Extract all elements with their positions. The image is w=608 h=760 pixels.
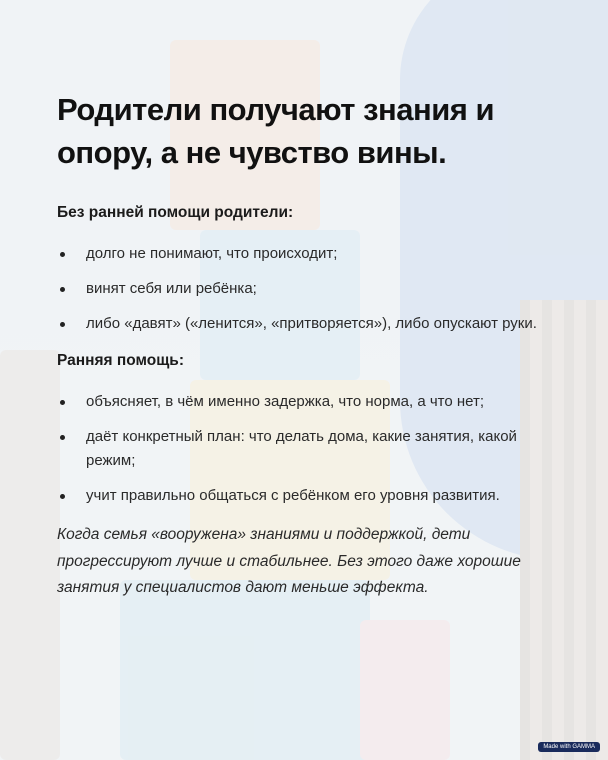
bullet-icon [60,435,65,440]
bullet-icon [60,287,65,292]
list-item-text: винят себя или ребёнка; [86,280,257,297]
bullet-icon [60,322,65,327]
list-item [57,312,553,336]
list-item [57,242,553,266]
card-content [57,88,553,617]
bullet-icon [60,252,65,257]
closing-paragraph: Когда семья «вооружена» знаниями и поддержкой, дети прогрессируют лучше и стабильнее. Без этого даже хорошие занятия у специалистов дают меньше эффекта. [57,526,521,596]
list-item [57,425,553,473]
bullet-icon [60,400,65,405]
list-item-text: долго не понимают, что происходит; [86,245,338,262]
list-item [57,277,553,301]
list-item-text: даёт конкретный план: что делать дома, какие занятия, какой режим; [86,428,517,469]
list-item [57,390,553,414]
bullet-icon [60,494,65,499]
page-title: Родители получают знания и опору, а не чувство вины. [57,92,495,170]
section-heading-without-help: Без ранней помощи родители: [57,204,294,221]
early-help-list [57,390,553,508]
list-item-text: учит правильно общаться с ребёнком его уровня развития. [86,487,500,504]
list-item-text: либо «давят» («ленится», «притворяется»), либо опускают руки. [86,315,537,332]
list-item-text: объясняет, в чём именно задержка, что норма, а что нет; [86,393,485,410]
section-heading-early-help: Ранняя помощь: [57,352,184,369]
list-item [57,484,553,508]
made-with-badge[interactable]: Made with GAMMA [538,742,600,752]
without-help-list [57,242,553,336]
